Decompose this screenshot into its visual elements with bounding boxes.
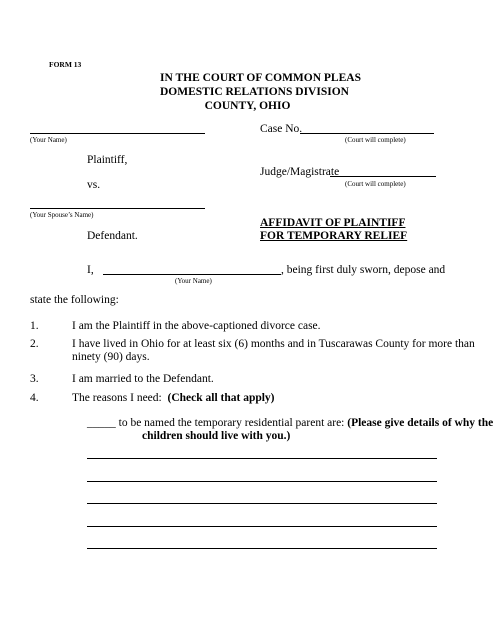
details-line-4[interactable] (87, 526, 437, 527)
plaintiff-label: Plaintiff, (87, 154, 128, 166)
case-no-label: Case No. (260, 123, 303, 135)
details-line-5[interactable] (87, 548, 437, 549)
oath-name-line[interactable] (103, 274, 281, 275)
item-4-instruction: (Check all that apply) (167, 392, 275, 404)
oath-name-caption: (Your Name) (175, 277, 212, 285)
court-title-line2: DOMESTIC RELATIONS DIVISION (160, 86, 349, 98)
spouse-name-line[interactable] (30, 208, 205, 209)
reason-text: to be named the temporary residential parent are: (115, 417, 348, 429)
reason-residential-parent (87, 417, 493, 429)
item-3-text: I am married to the Defendant. (72, 373, 214, 385)
court-title-line3: COUNTY, OHIO (204, 100, 291, 112)
judge-line[interactable] (330, 176, 436, 177)
vs-label: vs. (87, 179, 101, 191)
reason-checkbox-blank[interactable]: _____ (87, 417, 116, 429)
details-line-1[interactable] (87, 458, 437, 459)
item-2-number: 2. (30, 338, 39, 350)
case-no-caption: (Court will complete) (345, 136, 406, 144)
court-title-line1: IN THE COURT OF COMMON PLEAS (160, 72, 361, 84)
judge-label: Judge/Magistrate (260, 166, 340, 178)
affidavit-title-line1: AFFIDAVIT OF PLAINTIFF (260, 217, 406, 229)
your-name-caption: (Your Name) (30, 136, 67, 144)
reason-instruction-2: children should live with you.) (142, 430, 291, 442)
item-1-number: 1. (30, 320, 39, 332)
your-name-line[interactable] (30, 133, 205, 134)
form-label: FORM 13 (49, 60, 82, 69)
reason-instruction-1: (Please give details of why the (347, 417, 494, 429)
item-2-text-cont: ninety (90) days. (72, 351, 150, 363)
item-4-text (72, 392, 275, 404)
case-no-line[interactable] (300, 133, 434, 134)
item-3-number: 3. (30, 373, 39, 385)
oath-continuation: state the following: (30, 294, 119, 306)
details-line-2[interactable] (87, 481, 437, 482)
item-4-label: The reasons I need: (72, 392, 162, 404)
defendant-label: Defendant. (87, 230, 138, 242)
affidavit-title-line2: FOR TEMPORARY RELIEF (260, 230, 408, 242)
item-2-text: I have lived in Ohio for at least six (6) months and in Tuscarawas County for more than (72, 338, 475, 350)
details-line-3[interactable] (87, 503, 437, 504)
spouse-name-caption: (Your Spouse’s Name) (30, 211, 94, 219)
item-1-text: I am the Plaintiff in the above-captioned divorce case. (72, 320, 321, 332)
oath-i: I, (87, 264, 94, 276)
item-4-number: 4. (30, 392, 39, 404)
oath-text: , being first duly sworn, depose and (281, 264, 446, 276)
judge-caption: (Court will complete) (345, 180, 406, 188)
